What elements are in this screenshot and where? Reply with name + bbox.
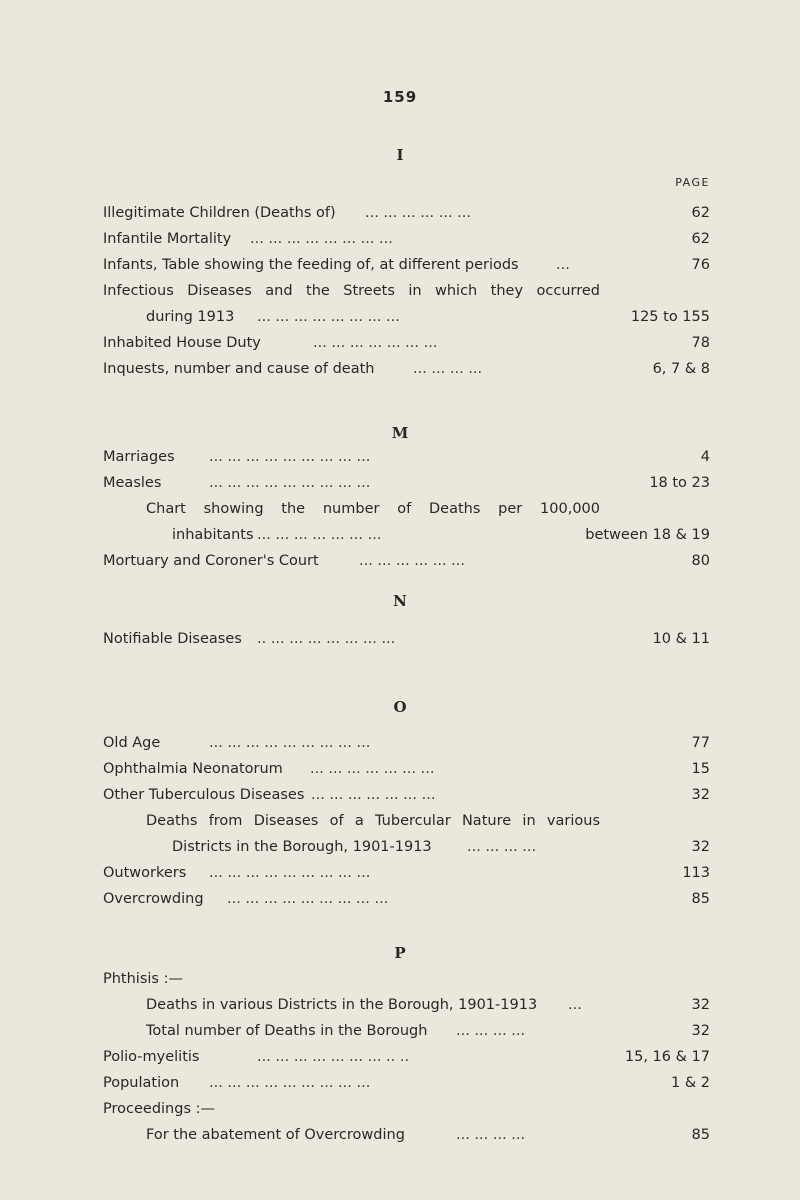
index-entry [103, 278, 710, 304]
index-entry [146, 304, 710, 330]
index-entry [103, 356, 710, 382]
entry-label: Phthisis :— [103, 971, 183, 987]
index-entry [103, 470, 710, 496]
index-entry [146, 496, 710, 522]
entry-label: Infectious Diseases and the Streets in which they occurred [103, 283, 600, 299]
entry-page: between 18 & 19 [585, 527, 710, 543]
leader-dots: ... ... ... ... ... ... ... [257, 527, 382, 543]
entry-page: 85 [691, 1127, 710, 1143]
leader-dots: ... ... ... ... ... ... ... .. .. [257, 1049, 410, 1065]
leader-dots: ... ... ... ... ... ... ... ... ... [209, 1075, 371, 1091]
leader-dots: ... ... ... ... [456, 1127, 526, 1143]
entry-label: Marriages [103, 449, 175, 465]
index-entry [103, 860, 710, 886]
index-entry [103, 444, 710, 470]
entry-page: 4 [700, 449, 710, 465]
leader-dots: ... ... ... ... ... ... ... ... [257, 309, 400, 325]
leader-dots: ... ... ... ... ... ... ... [311, 787, 436, 803]
entry-page: 125 to 155 [630, 309, 710, 325]
leader-dots: ... ... ... ... ... ... [359, 553, 466, 569]
leader-dots: ... ... ... ... [413, 361, 483, 377]
index-entry [146, 808, 710, 834]
index-entry [103, 1044, 710, 1070]
index-entry [146, 992, 710, 1018]
index-entry [103, 1096, 710, 1122]
entry-label: Notifiable Diseases [103, 631, 242, 647]
entry-label: Overcrowding [103, 891, 204, 907]
index-entry [103, 782, 710, 808]
entry-label: Proceedings :— [103, 1101, 215, 1117]
page-column-label: PAGE [675, 176, 710, 189]
entry-label: Old Age [103, 735, 161, 751]
entry-page: 15 [691, 761, 710, 777]
leader-dots: ... ... ... ... ... ... ... ... ... [227, 891, 389, 907]
entry-label: Infantile Mortality [103, 231, 232, 247]
entry-label: Inhabited House Duty [103, 335, 261, 351]
page-number: 159 [382, 88, 418, 106]
entry-page: 76 [691, 257, 710, 273]
entry-label: Deaths in various Districts in the Borough, 1901-1913 [146, 997, 538, 1013]
index-entry [103, 756, 710, 782]
entry-page: 10 & 11 [652, 631, 710, 647]
entry-label: Outworkers [103, 865, 187, 881]
index-entry [103, 548, 710, 574]
entry-page: 77 [691, 735, 710, 751]
index-entry [103, 966, 710, 992]
entry-label: Other Tuberculous Diseases [103, 787, 305, 803]
leader-dots: ... ... ... ... [456, 1023, 526, 1039]
entry-page: 1 & 2 [671, 1075, 710, 1091]
entry-label: inhabitants [172, 527, 254, 543]
entry-label: Inquests, number and cause of death [103, 361, 375, 377]
leader-dots: ... [556, 257, 570, 273]
entry-label: Illegitimate Children (Deaths of) [103, 205, 336, 221]
index-entry [172, 834, 710, 860]
entry-page: 18 to 23 [649, 475, 710, 491]
leader-dots: ... ... ... ... ... ... [365, 205, 472, 221]
entry-label: Ophthalmia Neonatorum [103, 761, 283, 777]
entry-page: 6, 7 & 8 [652, 361, 710, 377]
leader-dots: ... ... ... ... ... ... ... ... ... [209, 475, 371, 491]
section-letter-n: N [393, 592, 407, 610]
entry-label: Total number of Deaths in the Borough [146, 1023, 428, 1039]
entry-label: Chart showing the number of Deaths per 100,000 [146, 501, 600, 517]
leader-dots: ... ... ... ... ... ... ... ... [250, 231, 393, 247]
index-entry [146, 1122, 710, 1148]
entry-page: 32 [691, 1023, 710, 1039]
leader-dots: ... ... ... ... ... ... ... ... ... [209, 735, 371, 751]
entry-label: Districts in the Borough, 1901-1913 [172, 839, 432, 855]
entry-page: 62 [691, 205, 710, 221]
entry-page: 32 [691, 839, 710, 855]
index-entry [103, 626, 710, 652]
entry-page: 113 [682, 865, 710, 881]
leader-dots: ... ... ... ... ... ... ... [310, 761, 435, 777]
leader-dots: ... ... ... ... ... ... ... ... ... [209, 865, 371, 881]
index-entry [103, 730, 710, 756]
index-entry [103, 1070, 710, 1096]
entry-page: 15, 16 & 17 [624, 1049, 710, 1065]
index-entry [103, 330, 710, 356]
index-entry [103, 886, 710, 912]
index-entry [103, 226, 710, 252]
leader-dots: ... [568, 997, 582, 1013]
entry-label: Population [103, 1075, 180, 1091]
index-entry [103, 252, 710, 278]
entry-label: Infants, Table showing the feeding of, at different periods [103, 257, 519, 273]
leader-dots: ... ... ... ... ... ... ... [313, 335, 438, 351]
entry-label: Mortuary and Coroner's Court [103, 553, 319, 569]
section-letter-m: M [391, 424, 409, 442]
index-entry [146, 1018, 710, 1044]
section-letter-o: O [393, 698, 407, 716]
entry-label: Polio-myelitis [103, 1049, 200, 1065]
index-entry [172, 522, 710, 548]
entry-page: 32 [691, 787, 710, 803]
section-letter-p: P [394, 944, 406, 962]
entry-label: Deaths from Diseases of a Tubercular Nature in various [146, 813, 600, 829]
entry-page: 85 [691, 891, 710, 907]
section-letter-i: I [396, 146, 404, 164]
entry-label: Measles [103, 475, 162, 491]
entry-page: 78 [691, 335, 710, 351]
entry-page: 62 [691, 231, 710, 247]
entry-label: For the abatement of Overcrowding [146, 1127, 405, 1143]
entry-page: 32 [691, 997, 710, 1013]
entry-label: during 1913 [146, 309, 235, 325]
leader-dots: ... ... ... ... ... ... ... ... ... [209, 449, 371, 465]
index-entry [103, 200, 710, 226]
entry-page: 80 [691, 553, 710, 569]
leader-dots: ... ... ... ... [467, 839, 537, 855]
leader-dots: .. ... ... ... ... ... ... ... [257, 631, 396, 647]
